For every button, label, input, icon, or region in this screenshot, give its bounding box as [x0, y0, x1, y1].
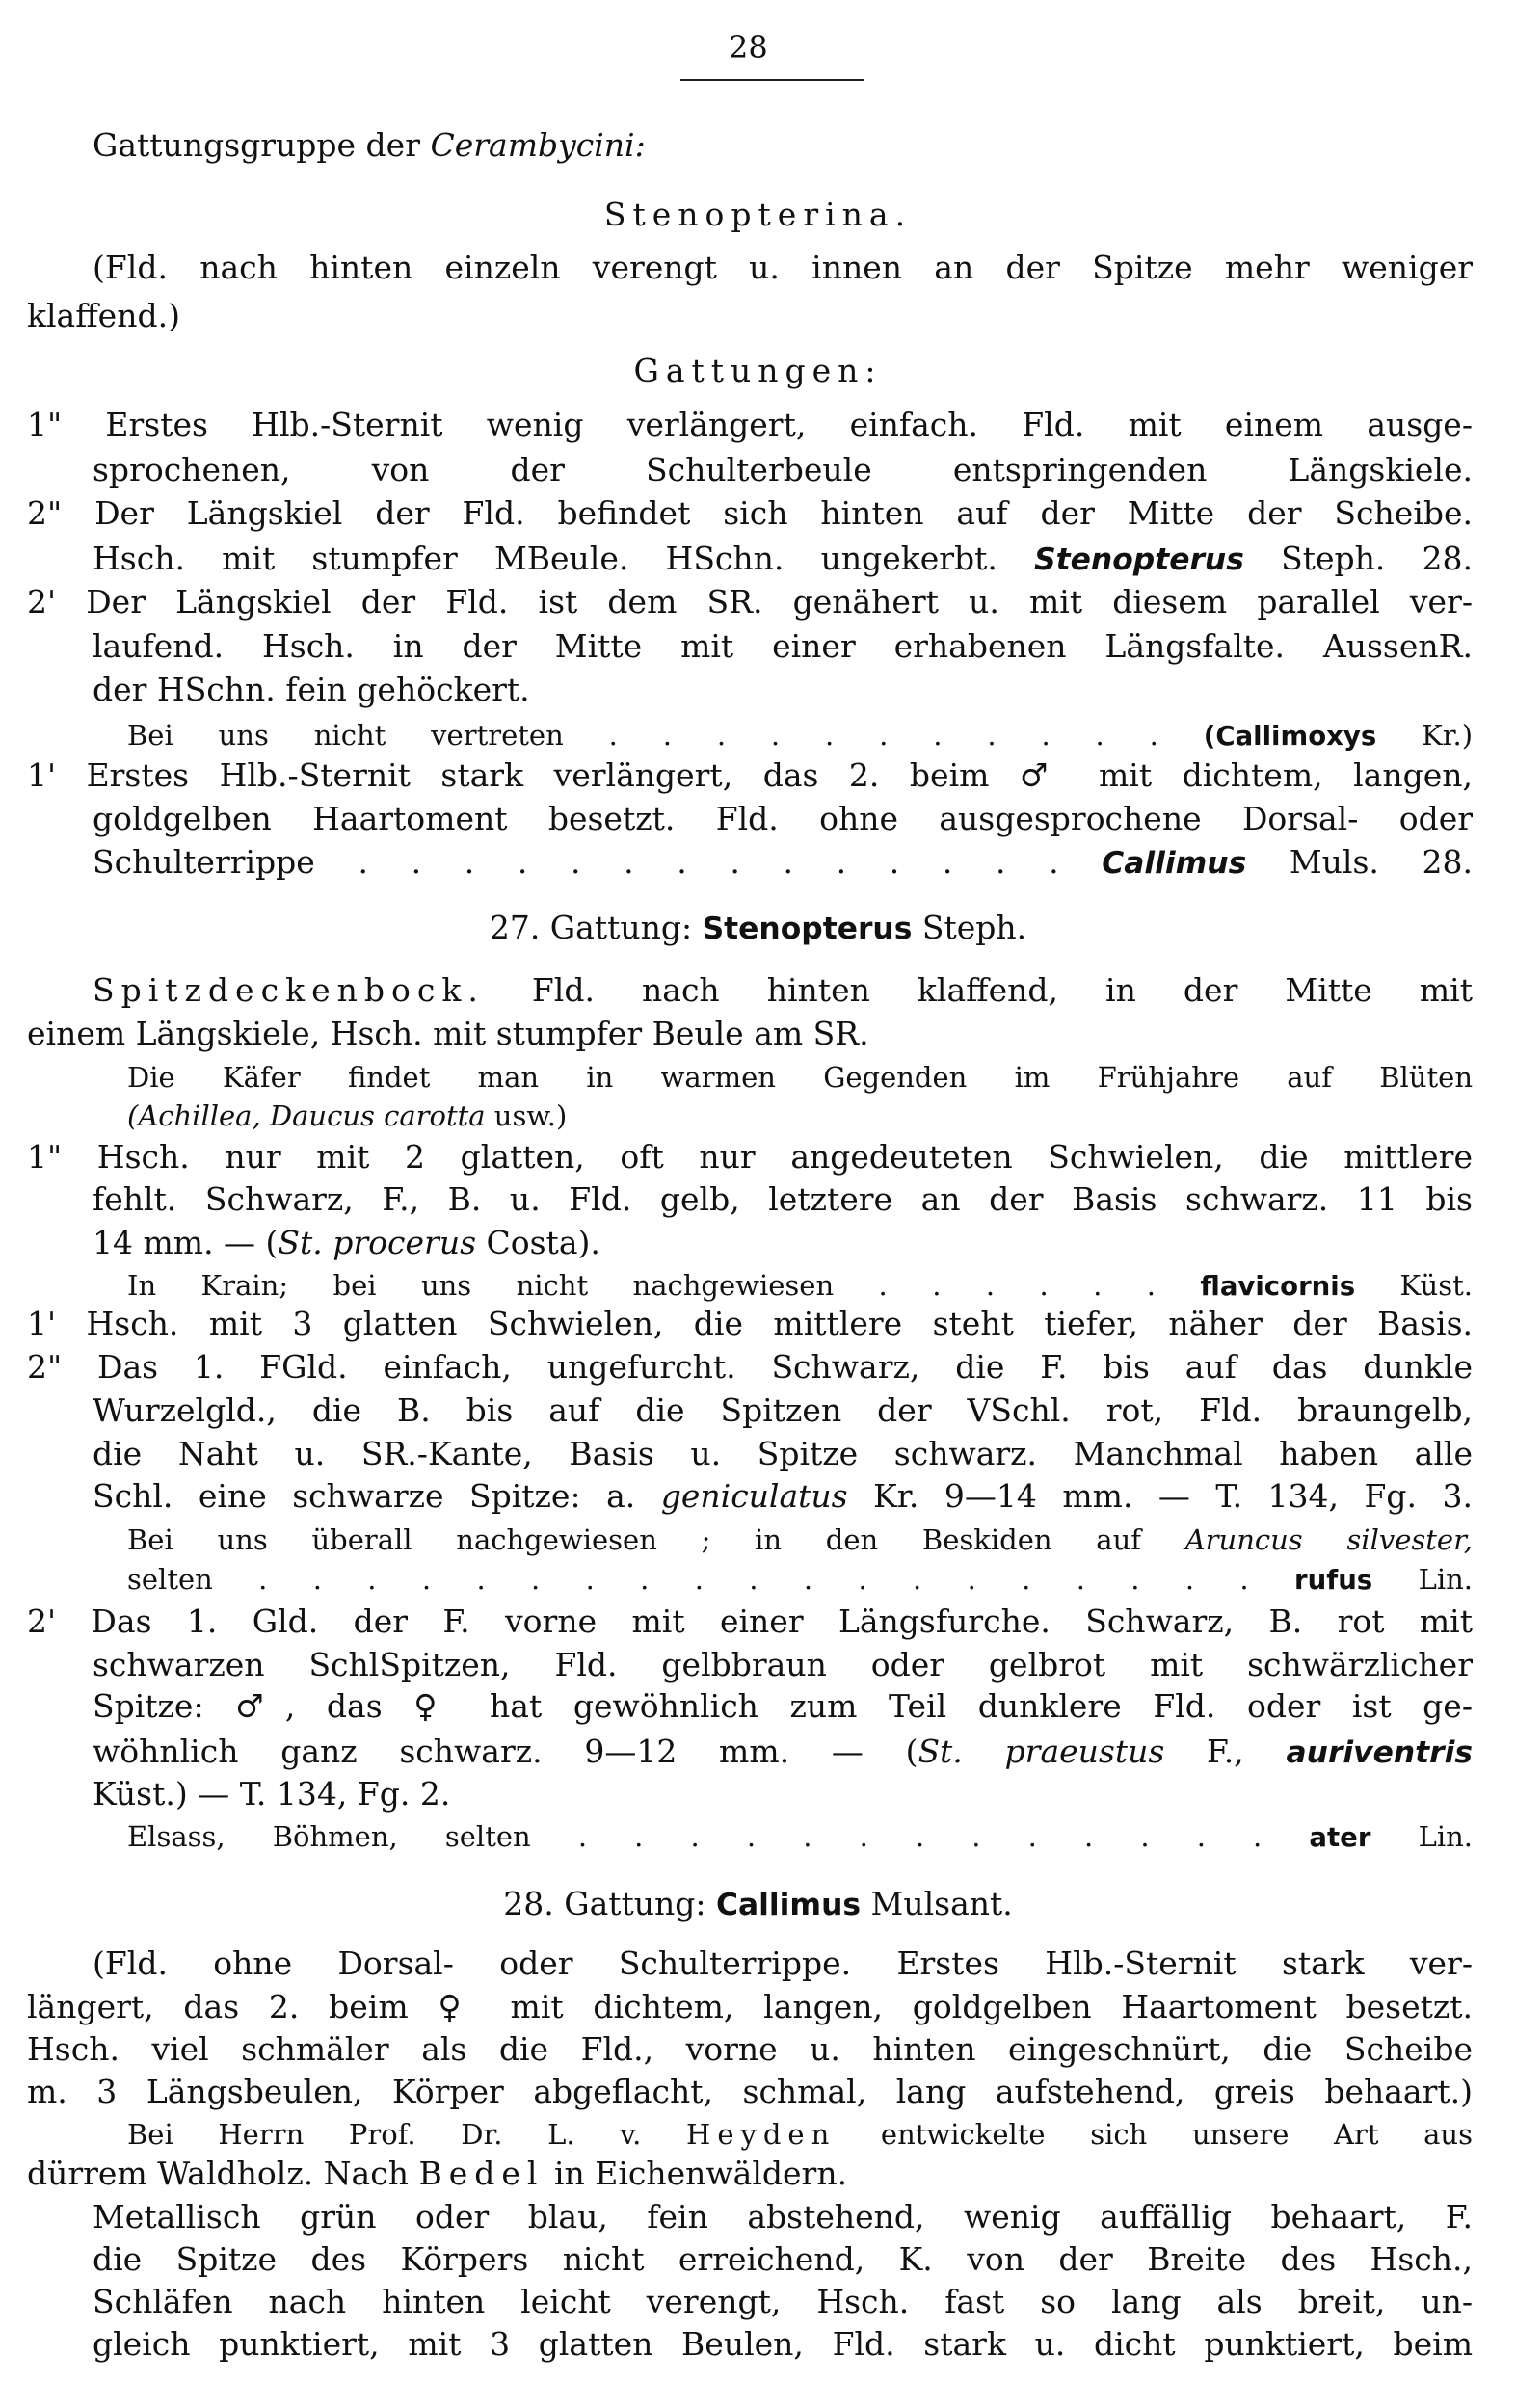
- text-run: 28. Gattung:: [503, 1885, 717, 1922]
- text-run: die Spitze des Körpers nicht erreichend, K. von der Breite des Hsch.,: [93, 2240, 1473, 2278]
- text-run: fehlt. Schwarz, F., B. u. Fld. gelb, letztere an der Basis schwarz. 11 bis: [93, 1180, 1473, 1218]
- taxon-name: Callimus: [1102, 846, 1247, 881]
- text-run: Steph.: [912, 909, 1027, 946]
- text-run: in Eichenwäldern.: [544, 2155, 848, 2192]
- text-run: entwickelte sich unsere Art aus: [836, 2118, 1473, 2151]
- text-run: 2" Das 1. FGld. einfach, ungefurcht. Schwarz, die F. bis auf das dunkle: [27, 1348, 1473, 1386]
- text-run: Cerambycini:: [430, 126, 646, 164]
- text-line: [93, 797, 1473, 841]
- taxon-name: rufus: [1294, 1565, 1373, 1596]
- text-line: [127, 1518, 1473, 1562]
- text-run: Metallisch grün oder blau, fein abstehend, wenig auffällig behaart, F.: [93, 2198, 1473, 2236]
- text-run: Steph. 28.: [1243, 540, 1473, 577]
- text-run: Elsass, Böhmen, selten . . . . . . . . . . . . .: [127, 1820, 1310, 1853]
- text-run: In Krain; bei uns nicht nachgewiesen . . . . . .: [127, 1269, 1201, 1302]
- text-run: der HSchn. fein gehöckert.: [93, 671, 530, 708]
- text-line: [93, 2237, 1473, 2282]
- text-line: [93, 1684, 1473, 1729]
- taxon-name: flavicornis: [1200, 1271, 1356, 1302]
- text-line: [27, 1302, 1473, 1346]
- text-run: 27. Gattung:: [489, 909, 703, 946]
- text-run: laufend. Hsch. in der Mitte mit einer erhabenen Längsfalte. AussenR.: [93, 627, 1473, 665]
- text-line: [93, 668, 1473, 712]
- text-line: [93, 123, 1473, 168]
- text-run: Gattungen:: [633, 352, 883, 389]
- text-line: [93, 2322, 1473, 2367]
- text-run: 2" Der Längskiel der Fld. befindet sich hinten auf der Mitte der Scheibe.: [27, 494, 1473, 532]
- text-run: Mulsant.: [861, 1885, 1013, 1922]
- text-line: [127, 1814, 1473, 1859]
- text-run: längert, das 2. beim ♀ mit dichtem, langen, goldgelben Haartoment besetzt.: [27, 1988, 1473, 2025]
- text-line: [127, 1094, 1473, 1138]
- text-line: [93, 1643, 1473, 1687]
- text-run: Schl. eine schwarze Spitze: a.: [93, 1477, 661, 1515]
- text-run: 1' Hsch. mit 3 glatten Schwielen, die mittlere steht tiefer, näher der Basis.: [27, 1305, 1473, 1342]
- text-run: 1" Hsch. nur mit 2 glatten, oft nur angedeuteten Schwielen, die mittlere: [27, 1138, 1473, 1176]
- header-rule: [680, 79, 864, 81]
- text-line: [93, 1474, 1473, 1519]
- text-line: [0, 193, 1516, 237]
- text-run: Hsch. mit stumpfer MBeule. HSchn. ungekerbt.: [93, 540, 1035, 577]
- text-run: die Naht u. SR.-Kante, Basis u. Spitze schwarz. Manchmal haben alle: [93, 1435, 1473, 1472]
- text-line: [93, 1221, 1473, 1265]
- text-run: sprochenen, von der Schulterbeule entspringenden Längskiele.: [93, 451, 1473, 489]
- text-line: [27, 1135, 1473, 1179]
- text-line: [27, 1985, 1473, 2029]
- taxon-name: Callimus: [716, 1888, 862, 1922]
- text-line: [0, 906, 1516, 950]
- text-run: Heyden: [686, 2118, 837, 2151]
- text-run: wöhnlich ganz schwarz. 9—12 mm. — (: [93, 1733, 918, 1770]
- text-run: einem Längskiele, Hsch. mit stumpfer Beule am SR.: [27, 1015, 869, 1052]
- text-line: [27, 491, 1473, 536]
- text-run: Lin.: [1370, 1820, 1473, 1853]
- text-run: St. praeustus: [918, 1733, 1165, 1770]
- text-run: (Fld. nach hinten einzeln verengt u. innen an der Spitze mehr weniger: [93, 249, 1473, 286]
- text-run: 2' Das 1. Gld. der F. vorne mit einer Längsfurche. Schwarz, B. rot mit: [27, 1602, 1473, 1640]
- text-line: [127, 713, 1473, 757]
- text-run: (Fld. ohne Dorsal- oder Schulterrippe. Erstes Hlb.-Sternit stark ver-: [93, 1945, 1473, 1982]
- text-line: [93, 2280, 1473, 2324]
- text-line: [93, 1730, 1473, 1774]
- text-line: [127, 1557, 1473, 1601]
- text-run: (Achillea, Daucus carotta: [127, 1099, 486, 1132]
- text-line: [93, 624, 1473, 669]
- text-line: [27, 754, 1473, 798]
- text-run: Stenopterina.: [603, 196, 913, 233]
- text-line: [27, 1600, 1473, 1644]
- text-line: [27, 580, 1473, 624]
- text-run: Schulterrippe . . . . . . . . . . . . . .: [93, 843, 1103, 881]
- text-run: Schläfen nach hinten leicht verengt, Hsch. fast so lang als breit, un-: [93, 2283, 1473, 2320]
- text-line: [27, 1345, 1473, 1389]
- text-run: Costa).: [476, 1224, 600, 1261]
- text-run: F.,: [1164, 1733, 1287, 1770]
- text-run: Fld. nach hinten klaffend, in der Mitte mit: [484, 971, 1473, 1009]
- text-line: [93, 1178, 1473, 1222]
- text-run: Bei uns nicht vertreten . . . . . . . . . . .: [127, 719, 1204, 752]
- text-line: [93, 2195, 1473, 2239]
- text-run: Küst.) — T. 134, Fg. 2.: [93, 1775, 451, 1813]
- text-run: St. procerus: [278, 1224, 477, 1261]
- text-run: Spitze: ♂, das ♀ hat gewöhnlich zum Teil dunklere Fld. oder ist ge-: [93, 1687, 1473, 1725]
- text-run: Bedel: [418, 2155, 545, 2192]
- text-run: 2' Der Längskiel der Fld. ist dem SR. genähert u. mit diesem parallel ver-: [27, 583, 1473, 621]
- text-line: [127, 2112, 1473, 2157]
- text-run: m. 3 Längsbeulen, Körper abgeflacht, schmal, lang aufstehend, greis behaart.): [27, 2073, 1473, 2110]
- text-run: gleich punktiert, mit 3 glatten Beulen, Fld. stark u. dicht punktiert, beim: [93, 2325, 1473, 2363]
- text-run: selten . . . . . . . . . . . . . . . . . . .: [127, 1563, 1295, 1596]
- taxon-name: Stenopterus: [702, 912, 913, 946]
- text-line: [93, 537, 1473, 581]
- text-line: [0, 349, 1516, 393]
- text-line: [93, 1432, 1473, 1476]
- text-line: [93, 1389, 1473, 1433]
- text-run: Bei Herrn Prof. Dr. L. v.: [127, 2118, 687, 2151]
- text-run: goldgelben Haartoment besetzt. Fld. ohne ausgesprochene Dorsal- oder: [93, 800, 1473, 837]
- text-run: usw.): [485, 1099, 568, 1132]
- text-line: [93, 448, 1473, 492]
- page-number: 28: [729, 29, 768, 66]
- text-run: 14 mm. — (: [93, 1224, 279, 1261]
- text-line: [27, 403, 1473, 447]
- text-run: Spitzdeckenbock.: [93, 971, 485, 1009]
- text-line: [93, 1772, 1473, 1816]
- text-line: [27, 2070, 1473, 2114]
- text-run: Gattungsgruppe der: [93, 126, 431, 164]
- text-line: [0, 1882, 1516, 1926]
- text-line: [27, 294, 1473, 338]
- text-run: klaffend.): [27, 297, 180, 334]
- text-run: 1" Erstes Hlb.-Sternit wenig verlängert, einfach. Fld. mit einem ausge-: [27, 406, 1473, 443]
- text-run: Muls. 28.: [1246, 843, 1473, 881]
- text-run: Die Käfer findet man in warmen Gegenden im Frühjahre auf Blüten: [127, 1061, 1473, 1094]
- text-line: [93, 840, 1473, 885]
- text-run: Küst.: [1355, 1269, 1473, 1302]
- text-run: geniculatus: [660, 1477, 848, 1515]
- text-line: [93, 1942, 1473, 1986]
- text-run: schwarzen SchlSpitzen, Fld. gelbbraun oder gelbrot mit schwärzlicher: [93, 1646, 1473, 1683]
- text-run: Lin.: [1372, 1563, 1473, 1596]
- taxon-name: Stenopterus: [1034, 542, 1244, 577]
- text-run: Hsch. viel schmäler als die Fld., vorne u. hinten eingeschnürt, die Scheibe: [27, 2030, 1473, 2068]
- text-run: Aruncus silvester,: [1184, 1523, 1473, 1556]
- text-line: [27, 1012, 1473, 1056]
- text-line: [27, 2152, 1473, 2196]
- text-run: Kr. 9—14 mm. — T. 134, Fg. 3.: [847, 1477, 1473, 1515]
- taxon-name: ater: [1309, 1822, 1371, 1853]
- text-line: [93, 246, 1473, 290]
- text-run: 1' Erstes Hlb.-Sternit stark verlängert, das 2. beim ♂ mit dichtem, langen,: [27, 756, 1473, 794]
- text-run: dürrem Waldholz. Nach: [27, 2155, 419, 2192]
- text-line: [93, 968, 1473, 1013]
- taxon-name: auriventris: [1286, 1735, 1473, 1770]
- text-line: [27, 2027, 1473, 2072]
- text-run: Wurzelgld., die B. bis auf die Spitzen der VSchl. rot, Fld. braungelb,: [93, 1391, 1473, 1429]
- text-run: Kr.): [1376, 719, 1473, 752]
- text-run: Bei uns überall nachgewiesen ; in den Beskiden auf: [127, 1523, 1185, 1556]
- taxon-name: (Callimoxys: [1203, 721, 1377, 752]
